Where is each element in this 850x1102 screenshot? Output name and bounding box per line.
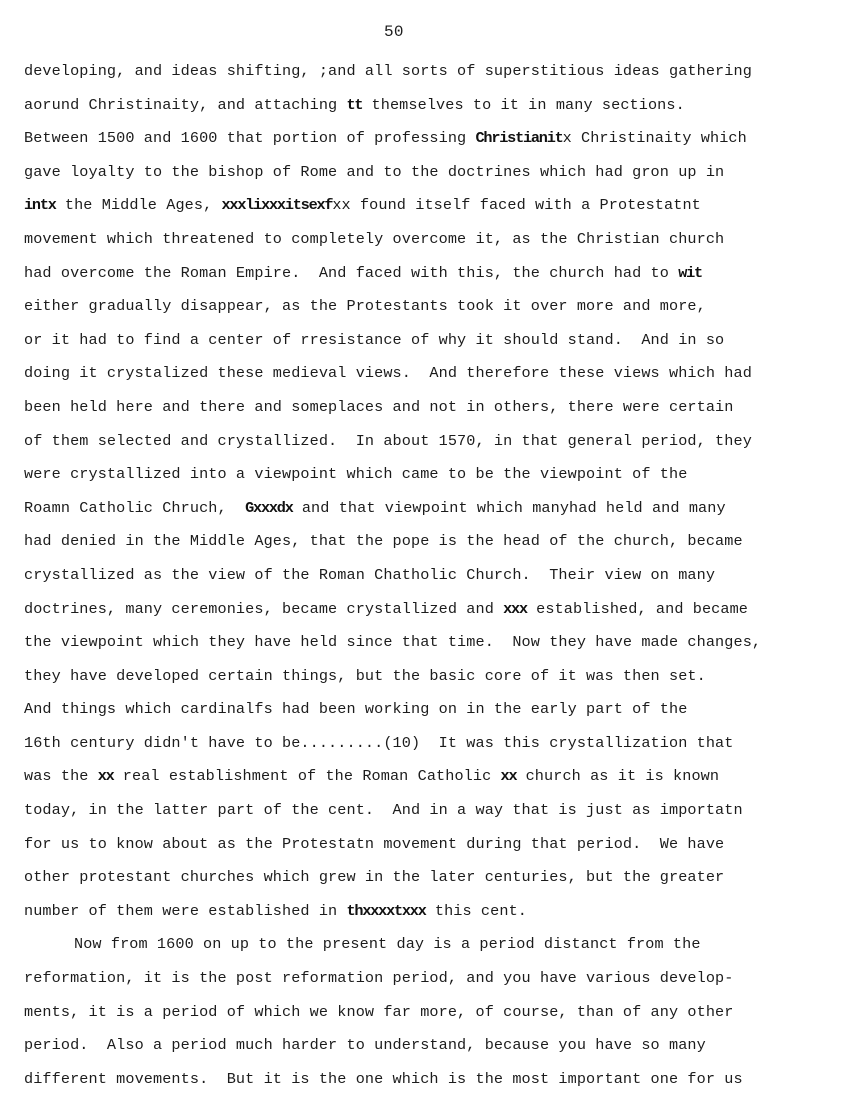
struck-out-text: tt <box>346 95 363 114</box>
text-segment: other protestant churches which grew in the later centuries, but the greater <box>24 868 725 887</box>
text-segment: ments, it is a period of which we know far more, of course, than of any other <box>24 1002 734 1021</box>
text-segment: this cent. <box>425 901 527 920</box>
text-segment: period. Also a period much harder to understand, because you have so many <box>24 1036 706 1055</box>
text-line <box>24 996 832 1030</box>
text-segment: the viewpoint which they have held since that time. Now they have made changes, <box>24 633 762 652</box>
struck-out-text: Christianit <box>475 129 563 148</box>
text-segment: or it had to find a center of rresistance of why it should stand. And in so <box>24 330 725 349</box>
text-segment: the Middle Ages, <box>55 196 222 215</box>
text-line <box>24 324 832 358</box>
text-segment: number of them were established in <box>24 901 347 920</box>
text-segment: had overcome the Roman Empire. And faced with this, the church had to <box>24 263 679 282</box>
text-line <box>24 357 832 391</box>
text-line <box>24 525 832 559</box>
text-segment: today, in the latter part of the cent. And in a way that is just as importatn <box>24 801 743 820</box>
text-segment: had denied in the Middle Ages, that the pope is the head of the church, became <box>24 532 743 551</box>
text-segment: different movements. But it is the one which is the most important one for us <box>24 1069 743 1088</box>
text-segment: church as it is known <box>516 767 720 786</box>
struck-out-text: xxx <box>503 599 527 618</box>
text-segment: x Christinaity which <box>562 129 747 148</box>
text-line <box>24 458 832 492</box>
page-number: 50 <box>384 23 404 41</box>
body-text <box>24 55 832 1096</box>
text-segment: movement which threatened to completely overcome it, as the Christian church <box>24 229 725 248</box>
text-line <box>24 156 832 190</box>
struck-out-text: Gxxxdx <box>245 498 293 517</box>
text-line <box>24 1029 832 1063</box>
text-segment: were crystallized into a viewpoint which came to be the viewpoint of the <box>24 465 688 484</box>
text-line <box>24 727 832 761</box>
text-line <box>24 626 832 660</box>
text-line <box>24 1063 832 1097</box>
text-line <box>24 861 832 895</box>
text-line <box>24 559 832 593</box>
struck-out-text: xxxlixxxitsexf <box>221 196 333 215</box>
text-segment: Between 1500 and 1600 that portion of professing <box>24 129 476 148</box>
text-line <box>24 89 832 123</box>
text-line <box>24 962 832 996</box>
text-line <box>24 189 832 223</box>
struck-out-text: intx <box>24 196 56 215</box>
text-line <box>24 828 832 862</box>
text-line <box>24 928 832 962</box>
text-segment: Now from 1600 on up to the present day is a period distanct from the <box>74 935 701 954</box>
text-segment: either gradually disappear, as the Protestants took it over more and more, <box>24 297 706 316</box>
text-segment: Roamn Catholic Chruch, <box>24 498 246 517</box>
text-line <box>24 794 832 828</box>
struck-out-text: wit <box>678 263 702 282</box>
text-segment: of them selected and crystallized. In about 1570, in that general period, they <box>24 431 752 450</box>
struck-out-text: xx <box>500 767 517 786</box>
text-segment: doing it crystalized these medieval views. And therefore these views which had <box>24 364 752 383</box>
text-line <box>24 425 832 459</box>
text-line <box>24 290 832 324</box>
text-line <box>24 122 832 156</box>
text-line <box>24 660 832 694</box>
text-segment: And things which cardinalfs had been working on in the early part of the <box>24 700 688 719</box>
text-line <box>24 223 832 257</box>
text-line <box>24 693 832 727</box>
text-segment: 16th century didn't have to be.........(10) It was this crystallization that <box>24 733 734 752</box>
text-segment: developing, and ideas shifting, ;and all sorts of superstitious ideas gathering <box>24 62 752 80</box>
text-segment: for us to know about as the Protestatn movement during that period. We have <box>24 834 725 853</box>
text-segment: aorund Christinaity, and attaching <box>24 95 347 114</box>
text-segment: reformation, it is the post reformation period, and you have various develop- <box>24 969 734 988</box>
text-segment: established, and became <box>526 599 749 618</box>
text-line <box>24 55 832 89</box>
text-segment: real establishment of the Roman Catholic <box>113 767 501 786</box>
text-segment: themselves to it in many sections. <box>362 95 685 114</box>
text-line <box>24 593 832 627</box>
text-segment: crystallized as the view of the Roman Chatholic Church. Their view on many <box>24 565 716 584</box>
text-segment: gave loyalty to the bishop of Rome and to the doctrines which had gron up in <box>24 162 725 181</box>
text-segment: been held here and there and someplaces and not in others, there were certain <box>24 397 734 416</box>
text-segment: and that viewpoint which manyhad held and many <box>292 498 726 517</box>
struck-out-text: thxxxxtxxx <box>346 901 426 920</box>
text-line <box>24 760 832 794</box>
text-segment: xx found itself faced with a Protestatnt <box>332 196 701 215</box>
text-segment: they have developed certain things, but the basic core of it was then set. <box>24 666 706 685</box>
text-line <box>24 895 832 929</box>
text-segment: doctrines, many ceremonies, became crystallized and <box>24 599 504 618</box>
text-line <box>24 492 832 526</box>
text-segment: was the <box>24 767 98 786</box>
text-line <box>24 257 832 291</box>
text-line <box>24 391 832 425</box>
struck-out-text: xx <box>97 767 114 786</box>
